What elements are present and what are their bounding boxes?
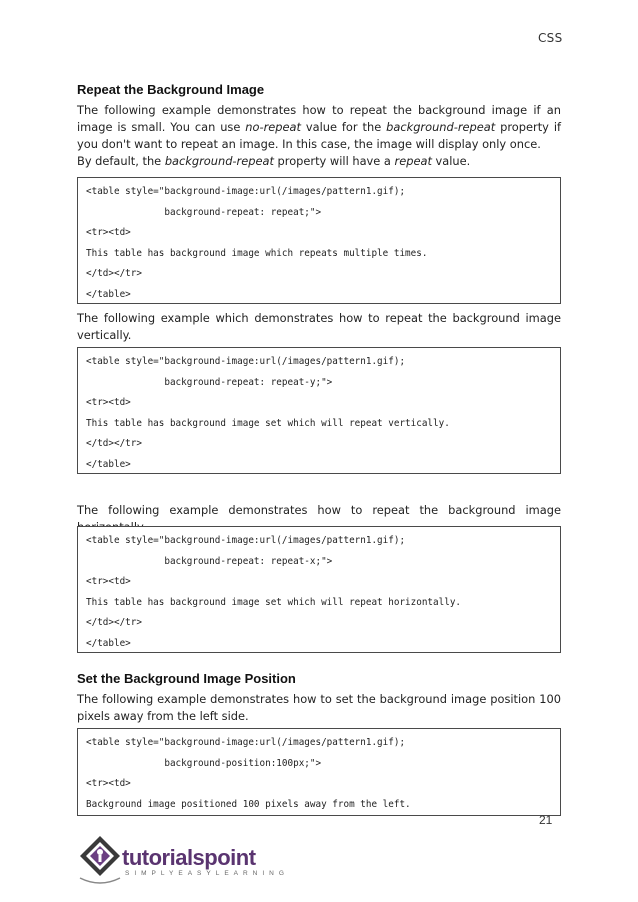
repeat-intro-paragraph: The following example demonstrates how to repeat the background image if an image is small. You can use no-repeat value for the background-repeat property if you don't want to repeat an image. In this case, the image will display only once. — [77, 103, 561, 151]
logo-wordmark: tutorialspoint — [122, 845, 256, 870]
code-line: <tr><td> — [86, 576, 131, 587]
code-line: background-repeat: repeat;"> — [86, 206, 322, 218]
logo-mark-icon — [78, 832, 122, 890]
section-heading-position: Set the Background Image Position — [77, 671, 296, 686]
code-line: background-repeat: repeat-y;"> — [86, 376, 333, 388]
code-line: </table> — [86, 288, 131, 300]
code-line: This table has background image set which will repeat vertically. — [86, 417, 450, 429]
code-line: background-position:100px;"> — [86, 757, 322, 769]
position-intro-paragraph: The following example demonstrates how to set the background image position 100 pixels away from the left side. — [77, 692, 561, 723]
code-block-position — [77, 728, 561, 816]
code-block-repeat — [77, 177, 561, 304]
code-line: </td></tr> — [86, 268, 142, 279]
page-number: 21 — [539, 813, 553, 827]
code-line: <table style="background-image:url(/images/pattern1.gif); — [86, 535, 406, 546]
code-line: <tr><td> — [86, 778, 131, 789]
code-line: <tr><td> — [86, 227, 131, 238]
code-line: </td></tr> — [86, 438, 142, 449]
code-line: </table> — [86, 458, 131, 470]
code-line: This table has background image set which will repeat horizontally. — [86, 596, 462, 608]
tutorialspoint-logo — [78, 830, 289, 892]
code-line: Background image positioned 100 pixels away from the left. — [86, 798, 411, 810]
repeat-default-paragraph: By default, the background-repeat property will have a repeat value. — [77, 154, 471, 168]
code-line: <table style="background-image:url(/images/pattern1.gif); — [86, 186, 406, 197]
logo-tagline: SIMPLYEASYLEARNING — [125, 870, 289, 877]
running-header: CSS — [538, 31, 563, 45]
code-line: This table has background image which repeats multiple times. — [86, 247, 428, 259]
code-block-repeat-y — [77, 347, 561, 474]
horizontal-paragraph: The following example demonstrates how to repeat the background image — [77, 503, 561, 517]
code-line: <table style="background-image:url(/images/pattern1.gif); — [86, 737, 406, 748]
code-line: </td></tr> — [86, 617, 142, 628]
code-line: <table style="background-image:url(/images/pattern1.gif); — [86, 356, 406, 367]
code-line: </table> — [86, 637, 131, 649]
vertical-paragraph: The following example which demonstrates how to repeat the background image vertically. — [77, 311, 561, 342]
code-block-repeat-x — [77, 526, 561, 653]
code-line: <tr><td> — [86, 397, 131, 408]
section-heading-repeat: Repeat the Background Image — [77, 82, 265, 97]
code-line: background-repeat: repeat-x;"> — [86, 555, 333, 567]
